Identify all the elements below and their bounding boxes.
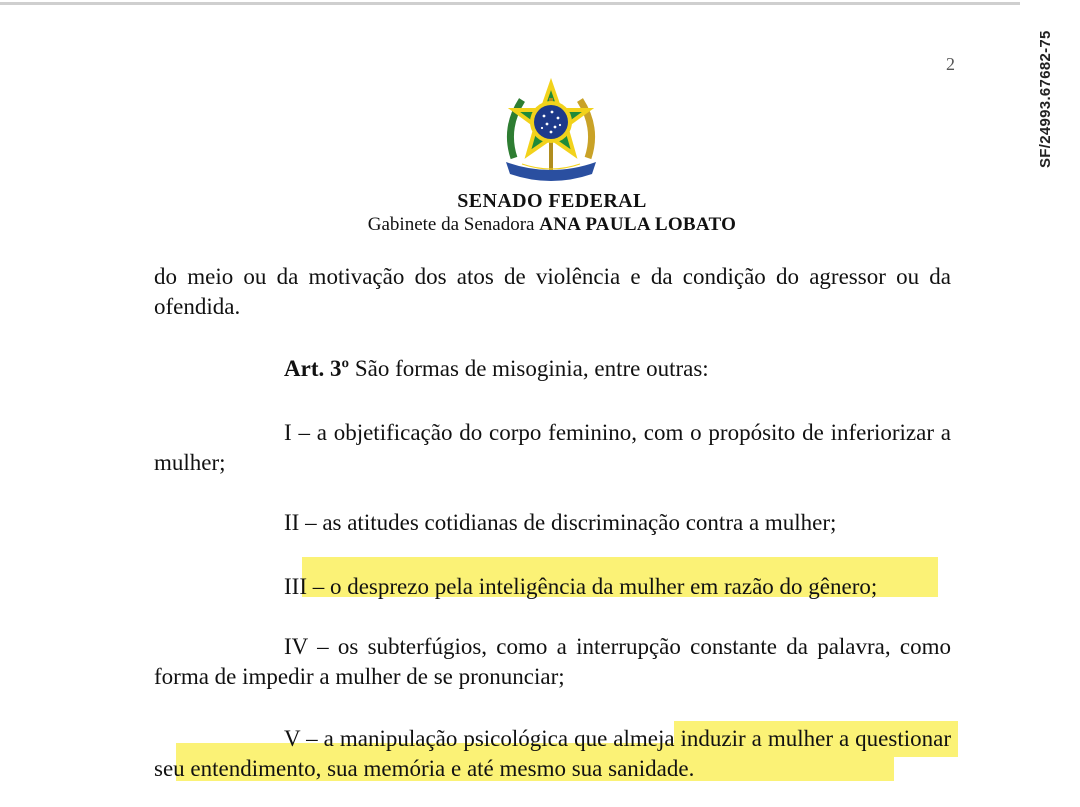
institution-title: SENADO FEDERAL: [457, 190, 647, 212]
article-text: São formas de misoginia, entre outras:: [349, 356, 709, 381]
item-i: I – a objetificação do corpo feminino, com o propósito de inferiorizar a mulher;: [154, 420, 951, 475]
article-3-heading: [154, 354, 951, 384]
office-subtitle: [0, 214, 1080, 236]
document-side-code: SF/24993.67682-75: [1037, 30, 1054, 168]
coat-of-arms-seal: [500, 78, 602, 188]
senator-name: ANA PAULA LOBATO: [539, 214, 737, 235]
office-prefix: Gabinete da Senadora: [367, 214, 540, 235]
item-v: V – a manipulação psicológica que almeja induzir a mulher a questionar seu entendimento, sua memória e até mesmo sua sanidade.: [154, 726, 951, 781]
item-iv: IV – os subterfúgios, como a interrupção constante da palavra, como forma de impedir a mulher de se pronunciar;: [154, 634, 951, 689]
page-number: 2: [946, 54, 955, 74]
item-iii: III – o desprezo pela inteligência da mulher em razão do gênero;: [284, 574, 878, 599]
item-ii: II – as atitudes cotidianas de discriminação contra a mulher;: [284, 510, 837, 535]
article-label: Art. 3º: [284, 356, 350, 381]
page-top-border: [0, 2, 1020, 5]
paragraph-continuation: do meio ou da motivação dos atos de violência e da condição do agressor ou da ofendida.: [154, 264, 951, 319]
